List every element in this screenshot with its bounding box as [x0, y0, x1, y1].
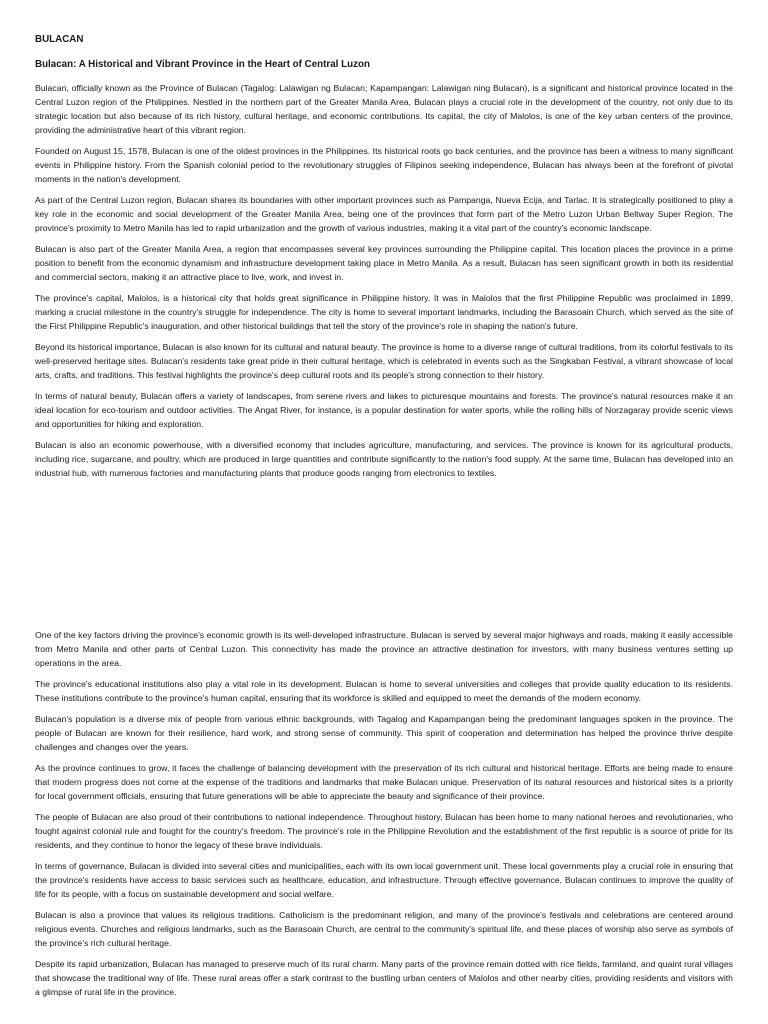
document-subtitle: Bulacan: A Historical and Vibrant Province in the Heart of Central Luzon	[35, 59, 370, 70]
paragraph: As the province continues to grow, it faces the challenge of balancing development with the preservation of its rich cultural and historical heritage. Efforts are being made to ensure that modern progress does not come at the expense of the traditions and landmarks that make Bulacan unique. Preservation of its natural resources and historical sites is a priority for local government officials, ensuring that future generations will be able to appreciate the beauty and significance of their province.	[35, 763, 733, 801]
paragraph: Founded on August 15, 1578, Bulacan is one of the oldest provinces in the Philippines. Its historical roots go back centuries, and the province has been a witness to many significant events in Philippine history. From the Spanish colonial period to the revolutionary struggles of Filipinos seeking independence, Bulacan has always been at the forefront of pivotal moments in the nation's development.	[35, 146, 733, 184]
paragraph: Bulacan is also a province that values its religious traditions. Catholicism is the predominant religion, and many of the province's festivals and celebrations are centered around religious events. Churches and religious landmarks, such as the Barasoain Church, are central to the community's spiritual life, and these places of worship also serve as symbols of the province's rich cultural heritage.	[35, 910, 733, 948]
document-section-2	[35, 628, 733, 1006]
paragraph: The province's capital, Malolos, is a historical city that holds great significance in Philippine history. It was in Malolos that the first Philippine Republic was proclaimed in 1899, marking a crucial milestone in the country's struggle for independence. The city is home to several important landmarks, including the Barasoain Church, which served as the site of the First Philippine Republic's inauguration, and other historical buildings that tell the story of the province's role in shaping the nation's future.	[35, 293, 733, 331]
paragraph: In terms of governance, Bulacan is divided into several cities and municipalities, each with its own local government unit. These local governments play a crucial role in ensuring that the province's residents have access to basic services such as healthcare, education, and infrastructure. Through effective governance, Bulacan continues to improve the quality of life for its people, with a focus on sustainable development and social welfare.	[35, 861, 733, 899]
paragraph: One of the key factors driving the province's economic growth is its well-developed infrastructure. Bulacan is served by several major highways and roads, making it easily accessible from Metro Manila and other parts of Central Luzon. This connectivity has made the province an attractive destination for investors, with many business ventures setting up operations in the area.	[35, 630, 733, 668]
paragraph: Bulacan's population is a diverse mix of people from various ethnic backgrounds, with Tagalog and Kapampangan being the predominant languages spoken in the province. The people of Bulacan are known for their resilience, hard work, and strong sense of community. This spirit of cooperation and determination has helped the province thrive despite challenges and changes over the years.	[35, 714, 733, 752]
paragraph: The people of Bulacan are also proud of their contributions to national independence. Throughout history, Bulacan has been home to many national heroes and revolutionaries, who fought against colonial rule and fought for the country's freedom. The province's role in the Philippine Revolution and the establishment of the first republic is a source of pride for its residents, and they continue to honor the legacy of these brave individuals.	[35, 812, 733, 850]
document-section-1	[35, 33, 733, 487]
paragraph: As part of the Central Luzon region, Bulacan shares its boundaries with other important provinces such as Pampanga, Nueva Ecija, and Tarlac. It is strategically positioned to play a key role in the economic and social development of the Greater Manila Area, being one of the provinces that form part of the Metro Luzon Urban Beltway Super Region. The province's proximity to Metro Manila has led to rapid urbanization and the growth of various industries, making it a vital part of the country's economic landscape.	[35, 195, 733, 233]
paragraph: The province's educational institutions also play a vital role in its development. Bulacan is home to several universities and colleges that provide quality education to its residents. These institutions contribute to the province's human capital, ensuring that its workforce is skilled and equipped to meet the demands of the modern economy.	[35, 679, 733, 703]
paragraph: Despite its rapid urbanization, Bulacan has managed to preserve much of its rural charm. Many parts of the province remain dotted with rice fields, farmland, and quaint rural villages that showcase the traditional way of life. These rural areas offer a stark contrast to the bustling urban centers of Malolos and other nearby cities, providing residents and visitors with a glimpse of rural life in the province.	[35, 959, 733, 997]
paragraph: Bulacan is also an economic powerhouse, with a diversified economy that includes agriculture, manufacturing, and services. The province is known for its agricultural products, including rice, sugarcane, and poultry, which are produced in large quantities and contribute significantly to the nation's food supply. At the same time, Bulacan has developed into an industrial hub, with numerous factories and manufacturing plants that produce goods ranging from electronics to textiles.	[35, 440, 733, 478]
document-title: BULACAN	[35, 34, 84, 45]
paragraph: In terms of natural beauty, Bulacan offers a variety of landscapes, from serene rivers and lakes to picturesque mountains and forests. The province's natural resources make it an ideal location for eco-tourism and outdoor activities. The Angat River, for instance, is a popular destination for water sports, while the rolling hills of Norzagaray provide scenic views and opportunities for hiking and exploration.	[35, 391, 733, 429]
paragraph: Bulacan is also part of the Greater Manila Area, a region that encompasses several key provinces surrounding the Philippine capital. This location places the province in a prime position to benefit from the economic dynamism and infrastructure development taking place in Metro Manila. As a result, Bulacan has seen significant growth in both its residential and commercial sectors, making it an attractive place to live, work, and invest in.	[35, 244, 733, 282]
paragraph: Beyond its historical importance, Bulacan is also known for its cultural and natural beauty. The province is home to a diverse range of cultural traditions, from its colorful festivals to its well-preserved heritage sites. Bulacan's residents take great pride in their cultural heritage, which is celebrated in events such as the Singkaban Festival, a vibrant showcase of local arts, crafts, and traditions. This festival highlights the province's deep cultural roots and its people's strong connection to their history.	[35, 342, 733, 380]
paragraph: Bulacan, officially known as the Province of Bulacan (Tagalog: Lalawigan ng Bulacan; Kapampangan: Lalawigan ning Bulacan), is a significant and historical province located in the Central Luzon region of the Philippines. Nestled in the northern part of the Greater Manila Area, Bulacan plays a crucial role in the development of the country, not only due to its strategic location but also because of its rich history, cultural heritage, and economic contributions. Its capital, the city of Malolos, is one of the key urban centers of the province, providing the administrative heart of this vibrant region.	[35, 83, 733, 135]
